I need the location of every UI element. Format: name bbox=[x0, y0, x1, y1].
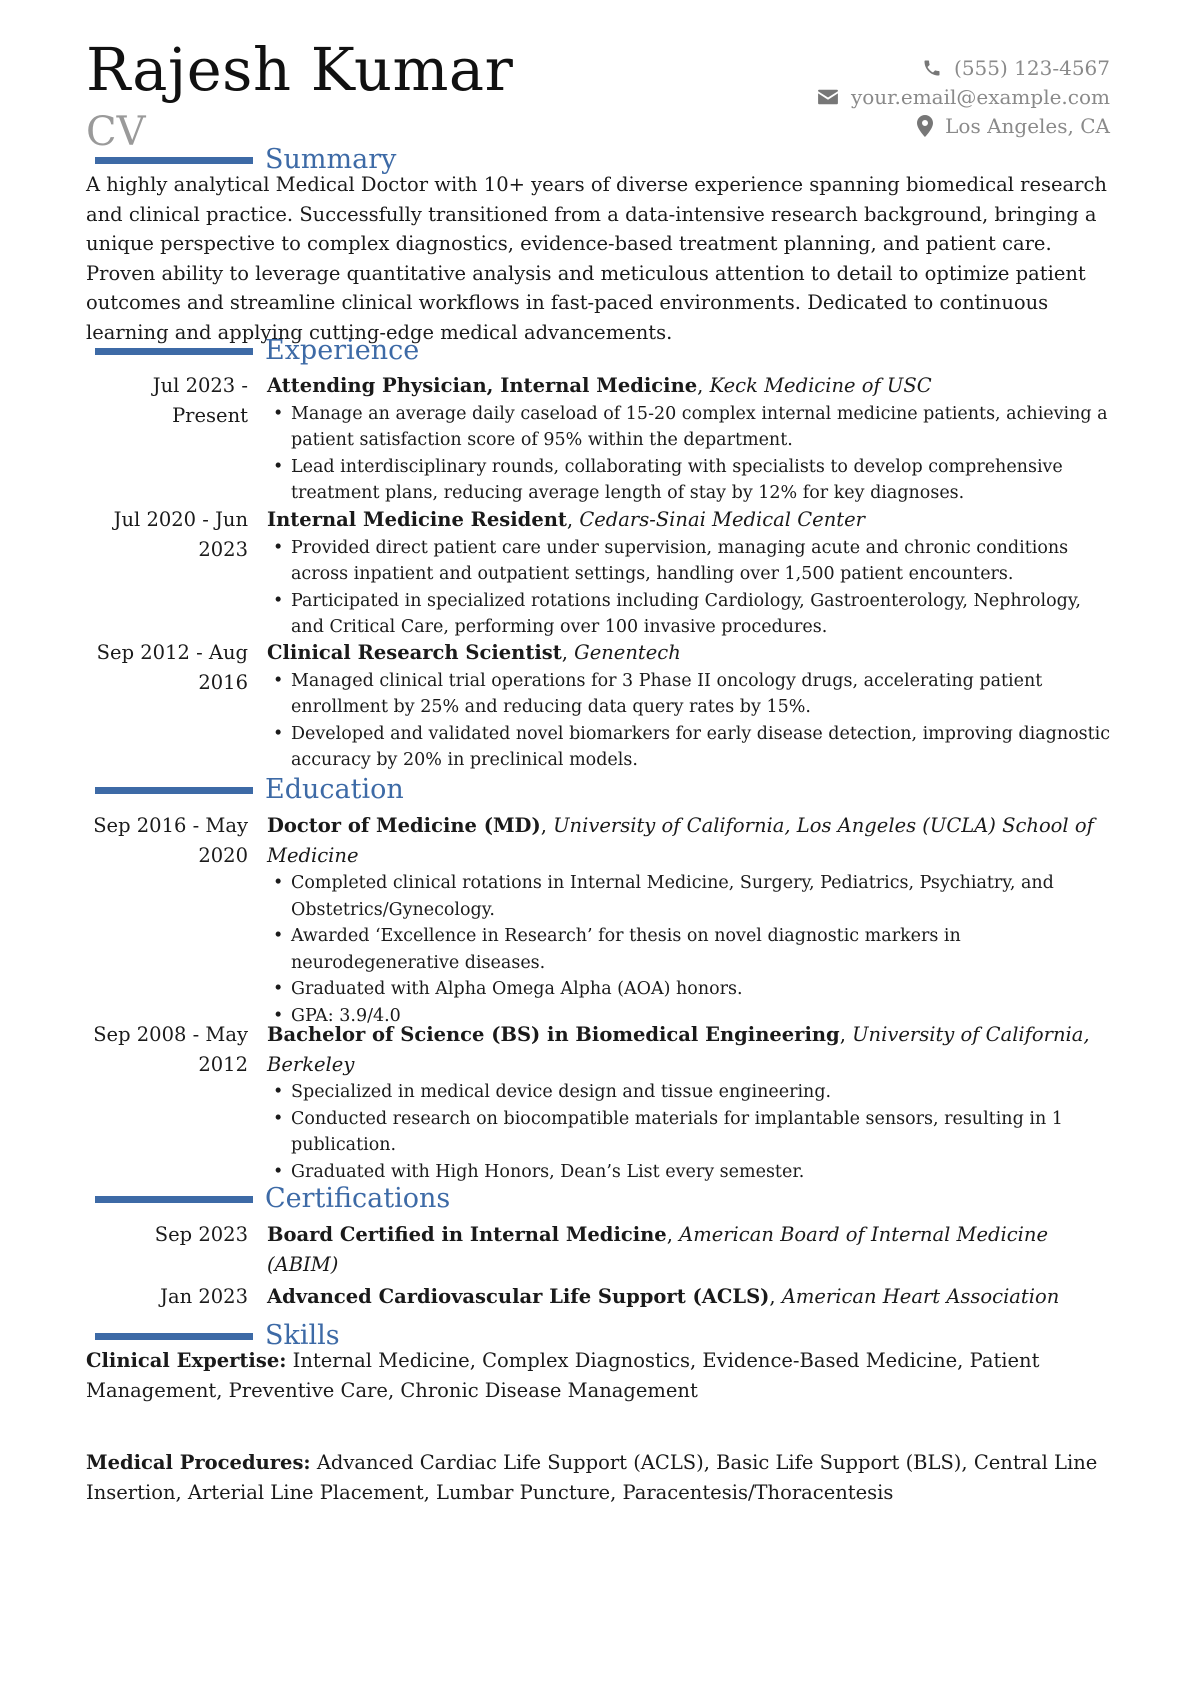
section-education-header bbox=[95, 772, 404, 806]
entry-heading: Internal Medicine Resident, Cedars-Sinai Medical Center bbox=[267, 508, 865, 531]
entry-role: Clinical Research Scientist bbox=[267, 641, 562, 664]
phone-icon bbox=[922, 58, 942, 78]
entry-body bbox=[267, 638, 1116, 774]
section-title: Education bbox=[265, 773, 404, 805]
entry-date: Sep 2012 - Aug 2016 bbox=[96, 641, 248, 694]
entry-date: Jul 2023 - Present bbox=[152, 374, 248, 427]
entry-heading: Attending Physician, Internal Medicine, Keck Medicine of USC bbox=[267, 374, 932, 397]
entry-role: Attending Physician, Internal Medicine bbox=[267, 374, 698, 397]
section-title: Summary bbox=[265, 143, 397, 175]
skill-group bbox=[86, 1448, 1116, 1507]
contact-location bbox=[817, 111, 1110, 140]
section-title: Experience bbox=[265, 334, 420, 366]
skill-group bbox=[86, 1346, 1116, 1405]
education-entry bbox=[86, 1020, 1116, 1185]
bullet-item: • Completed clinical rotations in Internal Medicine, Surgery, Pediatrics, Psychiatry, and Obstetrics/Gynecology. bbox=[267, 870, 1116, 923]
section-rule bbox=[95, 1333, 253, 1340]
bullet-item: • Managed clinical trial operations for 3 Phase II oncology drugs, accelerating patient enrollment by 25% and reducing data query rates by 15%. bbox=[267, 668, 1116, 721]
section-certifications-header bbox=[95, 1181, 450, 1215]
contact-email bbox=[817, 82, 1110, 111]
education-entry bbox=[86, 811, 1116, 1029]
bullet-item: • Graduated with Alpha Omega Alpha (AOA) honors. bbox=[267, 976, 1116, 1003]
entry-heading: Clinical Research Scientist, Genentech bbox=[267, 641, 681, 664]
entry-bullets bbox=[267, 401, 1116, 507]
certification-issuer: American Heart Association bbox=[781, 1285, 1060, 1308]
section-title: Certifications bbox=[265, 1182, 451, 1214]
skill-group-label: Clinical Expertise: bbox=[86, 1349, 287, 1372]
envelope-icon bbox=[817, 88, 839, 106]
entry-body bbox=[267, 1020, 1116, 1185]
section-rule bbox=[95, 1196, 253, 1203]
bullet-item: • GPA: 3.9/4.0 bbox=[267, 1003, 1116, 1030]
experience-entry bbox=[86, 505, 1116, 641]
section-rule bbox=[95, 787, 253, 794]
person-name: Rajesh Kumar bbox=[86, 35, 514, 104]
entry-body bbox=[267, 371, 1116, 507]
section-experience-header bbox=[95, 333, 419, 367]
bullet-item: • Manage an average daily caseload of 15-20 complex internal medicine patients, achieving a patient satisfaction score of 95% within the department. bbox=[267, 401, 1116, 454]
certification-name: Board Certified in Internal Medicine bbox=[267, 1223, 667, 1246]
contact-phone bbox=[817, 53, 1110, 82]
certification-entry bbox=[86, 1220, 1116, 1279]
bullet-item: • Awarded ‘Excellence in Research’ for thesis on novel diagnostic markers in neurodegenerative diseases. bbox=[267, 923, 1116, 976]
experience-entry bbox=[86, 371, 1116, 507]
section-rule bbox=[95, 348, 253, 355]
entry-org: Keck Medicine of USC bbox=[709, 374, 932, 397]
entry-heading: Board Certified in Internal Medicine, American Board of Internal Medicine (ABIM) bbox=[267, 1223, 1049, 1276]
experience-entry bbox=[86, 638, 1116, 774]
entry-heading: Advanced Cardiovascular Life Support (ACLS), American Heart Association bbox=[267, 1285, 1060, 1308]
bullet-item: • Lead interdisciplinary rounds, collaborating with specialists to develop comprehensive treatment plans, reducing average length of stay by 12% for key diagnoses. bbox=[267, 454, 1116, 507]
skill-group-label: Medical Procedures: bbox=[86, 1451, 311, 1474]
entry-date: Sep 2008 - May 2012 bbox=[93, 1023, 248, 1076]
entry-date: Sep 2016 - May 2020 bbox=[93, 814, 248, 867]
certification-issuer: American Board of Internal Medicine (ABIM) bbox=[267, 1223, 1049, 1276]
entry-body bbox=[267, 1220, 1116, 1279]
entry-bullets bbox=[267, 668, 1116, 774]
entry-degree: Doctor of Medicine (MD) bbox=[267, 814, 541, 837]
entry-body bbox=[267, 1282, 1116, 1312]
skill-group-text: Advanced Cardiac Life Support (ACLS), Basic Life Support (BLS), Central Line Insertion, Arterial Line Placement, Lumbar Puncture, Paracentesis/Thoracentesis bbox=[86, 1451, 1098, 1504]
entry-heading: Bachelor of Science (BS) in Biomedical Engineering, University of California, Berkeley bbox=[267, 1023, 1090, 1076]
bullet-item: • Developed and validated novel biomarkers for early disease detection, improving diagnostic accuracy by 20% in preclinical models. bbox=[267, 721, 1116, 774]
bullet-item: • Participated in specialized rotations including Cardiology, Gastroenterology, Nephrology, and Critical Care, performing over 100 invasive procedures. bbox=[267, 588, 1116, 641]
section-rule bbox=[95, 157, 253, 164]
entry-role: Internal Medicine Resident bbox=[267, 508, 567, 531]
bullet-item: • Specialized in medical device design and tissue engineering. bbox=[267, 1079, 1116, 1106]
entry-degree: Bachelor of Science (BS) in Biomedical Engineering bbox=[267, 1023, 840, 1046]
entry-school: University of California, Berkeley bbox=[267, 1023, 1090, 1076]
skill-group-text: Internal Medicine, Complex Diagnostics, Evidence-Based Medicine, Patient Management, Preventive Care, Chronic Disease Management bbox=[86, 1349, 1040, 1402]
entry-date: Sep 2023 bbox=[154, 1223, 248, 1246]
email-link[interactable]: your.email@example.com bbox=[850, 84, 1110, 109]
entry-bullets bbox=[267, 870, 1116, 1029]
location-text: Los Angeles, CA bbox=[945, 113, 1110, 138]
entry-body bbox=[267, 505, 1116, 641]
bullet-item: • Provided direct patient care under supervision, managing acute and chronic conditions across inpatient and outpatient settings, handling over 1,500 patient encounters. bbox=[267, 535, 1116, 588]
map-pin-icon bbox=[917, 115, 933, 137]
entry-date: Jul 2020 - Jun 2023 bbox=[113, 508, 248, 561]
summary-text: A highly analytical Medical Doctor with 10+ years of diverse experience spanning biomedical research and clinical practice. Successfully transitioned from a data-intensive research background, bringing a unique perspective to complex diagnostics, evidence-based treatment planning, and patient care. Proven ability to leverage quantitative analysis and meticulous attention to detail to optimize patient outcomes and streamline clinical workflows in fast-paced environments. Dedicated to continuous learning and applying cutting-edge medical advancements. bbox=[86, 173, 1107, 344]
document-subtitle: CV bbox=[86, 109, 146, 155]
entry-school: University of California, Los Angeles (UCLA) School of Medicine bbox=[267, 814, 1094, 867]
entry-bullets bbox=[267, 1079, 1116, 1185]
entry-bullets bbox=[267, 535, 1116, 641]
entry-heading: Doctor of Medicine (MD), University of California, Los Angeles (UCLA) School of Medicine bbox=[267, 814, 1094, 867]
certification-name: Advanced Cardiovascular Life Support (ACLS) bbox=[267, 1285, 770, 1308]
contact-block bbox=[817, 53, 1110, 140]
entry-date: Jan 2023 bbox=[160, 1285, 248, 1308]
bullet-item: • Graduated with High Honors, Dean’s List every semester. bbox=[267, 1159, 1116, 1186]
bullet-item: • Conducted research on biocompatible materials for implantable sensors, resulting in 1 publication. bbox=[267, 1106, 1116, 1159]
section-title: Skills bbox=[265, 1319, 340, 1351]
entry-org: Cedars-Sinai Medical Center bbox=[579, 508, 865, 531]
certification-entry bbox=[86, 1282, 1116, 1312]
entry-body bbox=[267, 811, 1116, 1029]
phone-text: (555) 123-4567 bbox=[954, 55, 1110, 80]
entry-org: Genentech bbox=[574, 641, 681, 664]
